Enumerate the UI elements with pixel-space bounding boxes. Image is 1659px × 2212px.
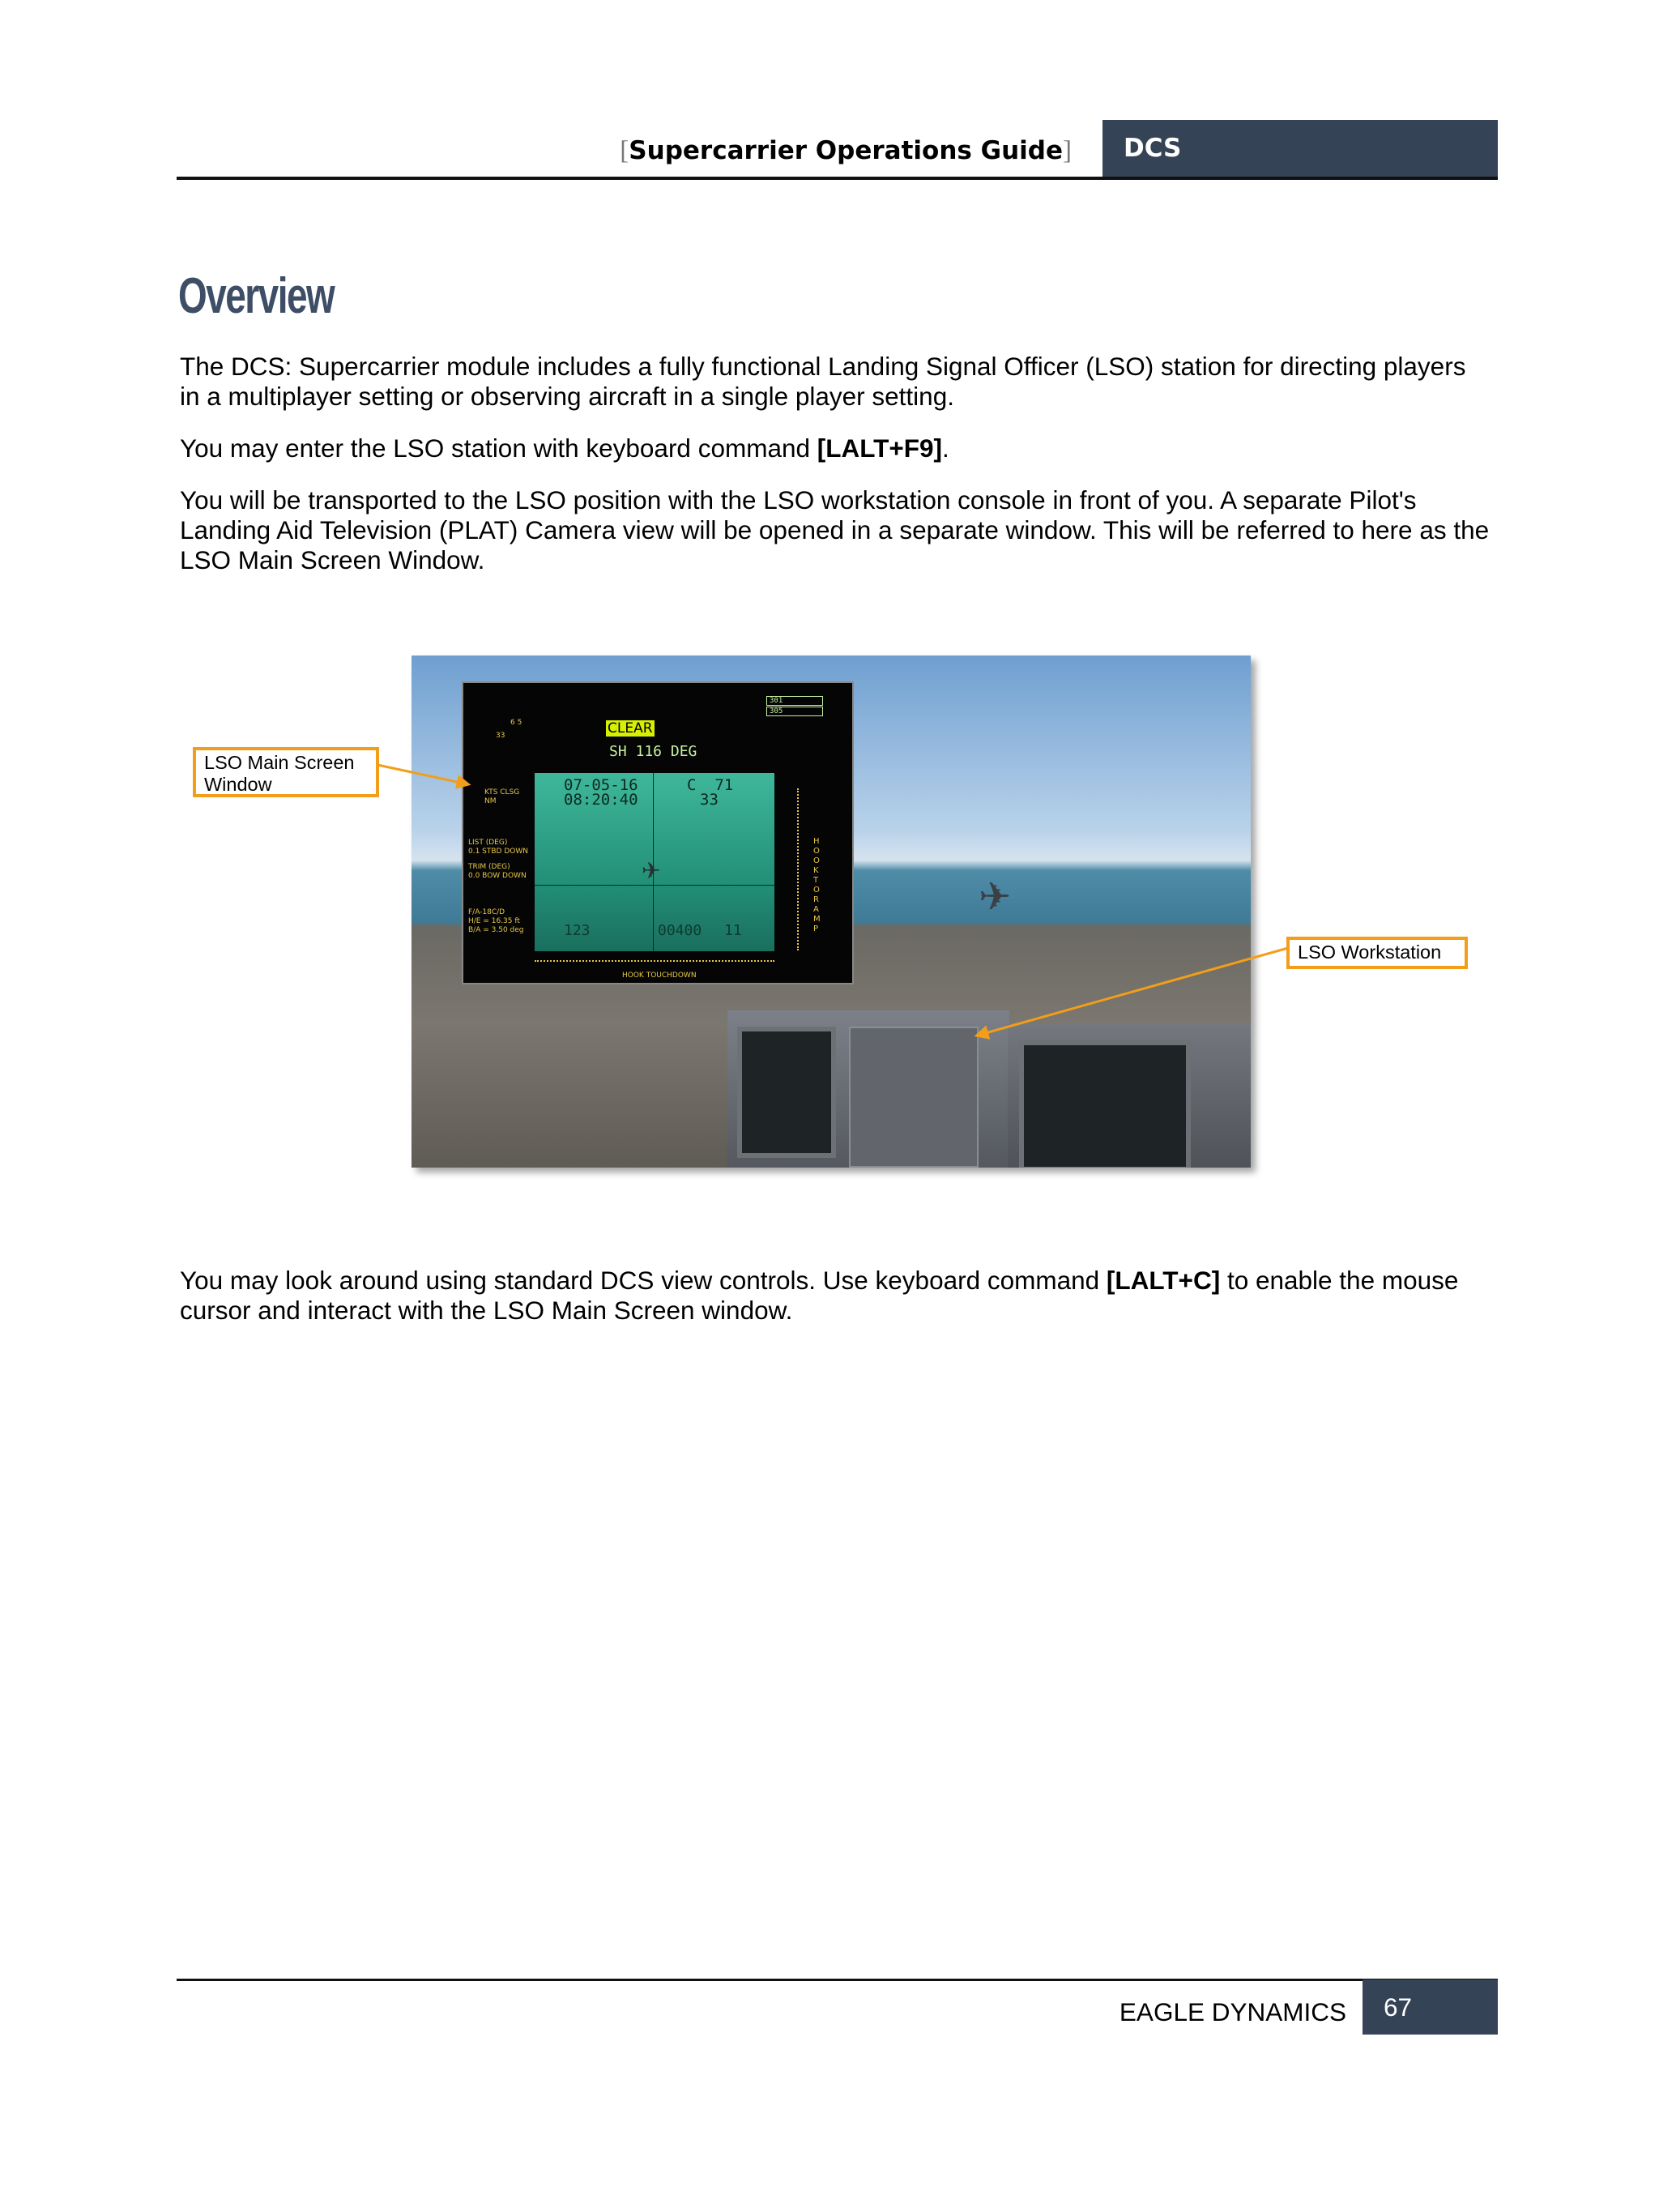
glide-angle: B/A = 3.50 deg xyxy=(468,926,524,934)
paragraph-text: You may enter the LSO station with keyboard command xyxy=(180,433,817,463)
page-number: 67 xyxy=(1363,1979,1498,2035)
ship-heading: SH 116 DEG xyxy=(609,743,697,760)
clear-indicator: CLEAR xyxy=(608,720,653,737)
callout-lso-main-screen: LSO Main Screen Window xyxy=(193,747,379,797)
plat-date: 07-05-16 xyxy=(564,776,638,794)
header-guide-title: Supercarrier Operations Guide xyxy=(629,136,1063,165)
footer-company: EAGLE DYNAMICS xyxy=(1119,1997,1346,2026)
plat-bottom-right: 11 xyxy=(724,922,742,939)
plat-bottom-mid: 00400 xyxy=(658,922,702,939)
list-label: LIST (DEG) xyxy=(468,839,508,847)
paragraph-text: to enable the mouse cursor and interact with the LSO Main Screen window. xyxy=(180,1266,1459,1325)
plat-time: 08:20:40 xyxy=(564,791,638,809)
hook-height: H/E = 16.35 ft xyxy=(468,917,520,925)
header-bracket-open: [ xyxy=(620,136,629,165)
trim-value: 0.0 BOW DOWN xyxy=(468,872,527,880)
plat-code: C 71 xyxy=(687,776,734,794)
header-bracket-close: ] xyxy=(1063,136,1072,165)
keyboard-command: [LALT+F9] xyxy=(817,433,943,463)
list-value: 0.1 STBD DOWN xyxy=(468,848,528,856)
box-a: 301 xyxy=(766,696,823,706)
paragraph-view-controls xyxy=(180,1266,1492,1326)
indicator-33: 33 xyxy=(496,732,505,740)
plat-bottom-left: 123 xyxy=(564,922,591,939)
paragraph-text: You may look around using standard DCS view controls. Use keyboard command xyxy=(180,1266,1107,1295)
footer-divider xyxy=(177,1979,1498,1981)
plat-code-2: 33 xyxy=(700,791,719,809)
hook-to-ramp-label: HOOK TO RAMP xyxy=(813,837,821,933)
trim-label: TRIM (DEG) xyxy=(468,863,510,871)
nm-label: NM xyxy=(484,797,497,805)
kts-label: KTS CLSG xyxy=(484,788,520,796)
approaching-aircraft: ✈ xyxy=(979,874,1012,920)
page-heading: Overview xyxy=(178,268,335,324)
paragraph-transport: You will be transported to the LSO position with the LSO workstation console in front of you. A separate Pilot's Landing Aid Television (PLAT) Camera view will be opened in a separate window. This will be referred to here as the LSO Main Screen Window. xyxy=(180,485,1490,574)
indicator-65: 6 5 xyxy=(510,719,522,727)
header-tag: DCS xyxy=(1102,120,1498,177)
callout-lso-workstation: LSO Workstation xyxy=(1286,937,1468,969)
hook-touchdown-label: HOOK TOUCHDOWN xyxy=(622,971,697,980)
paragraph-intro: The DCS: Supercarrier module includes a fully functional Landing Signal Officer (LSO) station for directing players in a multiplayer setting or observing aircraft in a single player setting. xyxy=(180,352,1466,411)
aircraft-icon: ✈ xyxy=(642,857,661,884)
paragraph-text: . xyxy=(942,433,949,463)
keyboard-command: [LALT+C] xyxy=(1106,1266,1221,1295)
box-b: 305 xyxy=(766,707,823,716)
aircraft-type: F/A-18C/D xyxy=(468,908,505,916)
